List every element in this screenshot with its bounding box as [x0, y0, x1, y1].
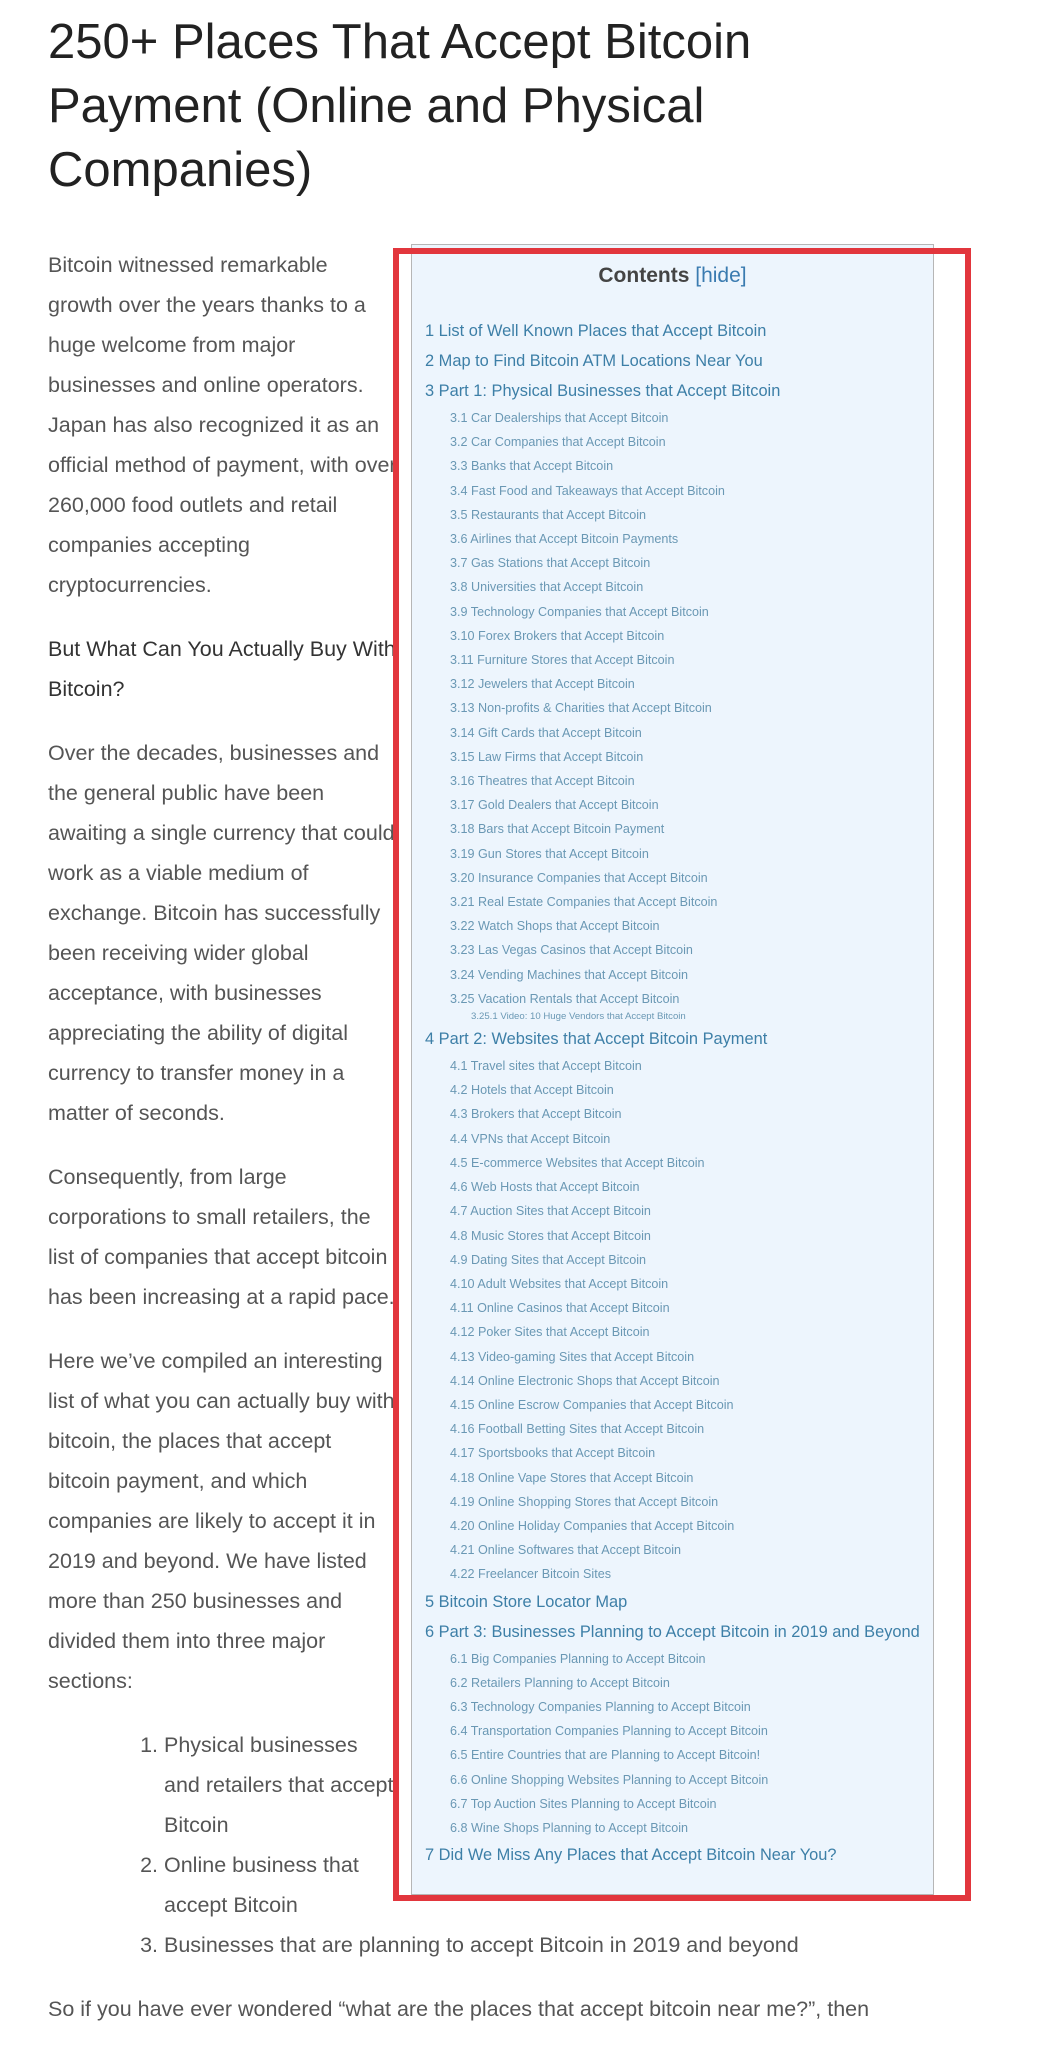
toc-item-level2[interactable]: 4.6 Web Hosts that Accept Bitcoin — [450, 1180, 640, 1195]
intro-paragraph: Bitcoin witnessed remarkable growth over the years thanks to a huge welcome from major businesses and online operators. Japan has also recognized it as an official method of payment, with over 260,000 food outlets and retail companies accepting cryptocurrencies. — [48, 253, 397, 597]
paragraph: Here we’ve compiled an interesting list of what you can actually buy with bitcoin, the places that accept bitcoin payment, and which companies are likely to accept it in 2019 and beyond. We have listed more than 250 businesses and divided them into three major sections: — [48, 1349, 395, 1693]
toc-title: Contents — [598, 264, 690, 287]
toc-item-level2[interactable]: 3.13 Non-profits & Charities that Accept Bitcoin — [450, 701, 712, 716]
paragraph: Over the decades, businesses and the general public have been awaiting a single currency that could work as a viable medium of exchange. Bitcoin has successfully been receiving wider global acceptance, with businesses appreciating the ability of digital currency to transfer money in a matter of seconds. — [48, 741, 395, 1125]
toc-item-level1[interactable]: 5 Bitcoin Store Locator Map — [425, 1592, 628, 1611]
toc-item-level2[interactable]: 4.17 Sportsbooks that Accept Bitcoin — [450, 1446, 656, 1461]
toc-item-level2[interactable]: 4.2 Hotels that Accept Bitcoin — [450, 1083, 614, 1098]
toc-item-level2[interactable]: 4.3 Brokers that Accept Bitcoin — [450, 1107, 622, 1122]
table-of-contents — [411, 244, 934, 1895]
toc-item-level2[interactable]: 6.3 Technology Companies Planning to Accept Bitcoin — [450, 1699, 751, 1714]
toc-item-level2[interactable]: 4.1 Travel sites that Accept Bitcoin — [450, 1059, 642, 1074]
toc-item-level2[interactable]: 6.4 Transportation Companies Planning to Accept Bitcoin — [450, 1724, 768, 1739]
toc-item-level2[interactable]: 3.21 Real Estate Companies that Accept Bitcoin — [450, 895, 718, 910]
toc-item-level2[interactable]: 3.8 Universities that Accept Bitcoin — [450, 580, 644, 595]
toc-item-level2[interactable]: 6.8 Wine Shops Planning to Accept Bitcoin — [450, 1820, 689, 1835]
toc-header — [425, 264, 933, 300]
toc-item-level2[interactable]: 4.10 Adult Websites that Accept Bitcoin — [450, 1276, 669, 1291]
toc-item-level2[interactable]: 3.7 Gas Stations that Accept Bitcoin — [450, 556, 651, 571]
list-item: 2. Online business that accept Bitcoin — [164, 1845, 394, 1925]
toc-item-level2[interactable]: 3.11 Furniture Stores that Accept Bitcoin — [450, 653, 675, 668]
toc-item-level2[interactable]: 4.18 Online Vape Stores that Accept Bitcoin — [450, 1470, 694, 1485]
toc-item-level2[interactable]: 4.15 Online Escrow Companies that Accept Bitcoin — [450, 1397, 734, 1412]
toc-item-level2[interactable]: 4.14 Online Electronic Shops that Accept Bitcoin — [450, 1373, 720, 1388]
list-item: 3. Businesses that are planning to accept Bitcoin in 2019 and beyond — [164, 1925, 984, 1965]
toc-item-level2[interactable]: 3.17 Gold Dealers that Accept Bitcoin — [450, 798, 659, 813]
toc-item-level2[interactable]: 6.2 Retailers Planning to Accept Bitcoin — [450, 1675, 670, 1690]
toc-item-level2[interactable]: 4.8 Music Stores that Accept Bitcoin — [450, 1228, 651, 1243]
toc-item-level2[interactable]: 3.23 Las Vegas Casinos that Accept Bitcoin — [450, 943, 693, 958]
toc-item-level2[interactable]: 3.1 Car Dealerships that Accept Bitcoin — [450, 411, 669, 425]
toc-item-level2[interactable]: 4.21 Online Softwares that Accept Bitcoin — [450, 1543, 682, 1558]
toc-item-level2[interactable]: 3.10 Forex Brokers that Accept Bitcoin — [450, 628, 665, 643]
toc-item-level2[interactable]: 3.9 Technology Companies that Accept Bitcoin — [450, 604, 709, 619]
toc-item-level2[interactable]: 3.20 Insurance Companies that Accept Bitcoin — [450, 870, 708, 885]
paragraph: Consequently, from large corporations to small retailers, the list of companies that accept bitcoin has been increasing at a rapid pace. — [48, 1165, 395, 1309]
toc-item-level2[interactable]: 3.3 Banks that Accept Bitcoin — [450, 459, 614, 474]
toc-item-level2[interactable]: 3.24 Vending Machines that Accept Bitcoin — [450, 967, 689, 982]
toc-item-level2[interactable]: 4.9 Dating Sites that Accept Bitcoin — [450, 1252, 647, 1267]
toc-item-level1[interactable]: 4 Part 2: Websites that Accept Bitcoin Payment — [425, 1030, 768, 1049]
toc-item-level2[interactable]: 4.16 Football Betting Sites that Accept Bitcoin — [450, 1422, 705, 1437]
toc-item-level2[interactable]: 3.2 Car Companies that Accept Bitcoin — [450, 435, 666, 450]
toc-hide-link[interactable]: [hide] — [695, 264, 747, 287]
toc-item-level1[interactable]: 6 Part 3: Businesses Planning to Accept Bitcoin in 2019 and Beyond — [425, 1622, 920, 1641]
toc-item-level2[interactable]: 4.19 Online Shopping Stores that Accept Bitcoin — [450, 1494, 719, 1509]
toc-item-level2[interactable]: 4.22 Freelancer Bitcoin Sites — [450, 1567, 612, 1582]
toc-item-level2[interactable]: 3.18 Bars that Accept Bitcoin Payment — [450, 822, 665, 837]
toc-item-level2[interactable]: 4.7 Auction Sites that Accept Bitcoin — [450, 1204, 651, 1219]
toc-item-level2[interactable]: 4.20 Online Holiday Companies that Accept Bitcoin — [450, 1518, 735, 1533]
toc-item-level2[interactable]: 3.6 Airlines that Accept Bitcoin Payments — [450, 532, 679, 547]
toc-item-level2[interactable]: 6.7 Top Auction Sites Planning to Accept Bitcoin — [450, 1796, 717, 1811]
toc-item-level2[interactable]: 6.1 Big Companies Planning to Accept Bitcoin — [450, 1651, 706, 1666]
toc-item-level2[interactable]: 3.14 Gift Cards that Accept Bitcoin — [450, 725, 642, 740]
toc-item-level1[interactable]: 3 Part 1: Physical Businesses that Accept Bitcoin — [425, 382, 781, 400]
list-item: 1. Physical businesses and retailers that accept Bitcoin — [164, 1725, 394, 1845]
toc-list — [425, 316, 933, 1870]
toc-item-level3[interactable]: 3.25.1 Video: 10 Huge Vendors that Accept Bitcoin — [471, 1011, 686, 1023]
toc-item-level2[interactable]: 6.5 Entire Countries that are Planning to Accept Bitcoin! — [450, 1748, 761, 1763]
toc-item-level2[interactable]: 6.6 Online Shopping Websites Planning to Accept Bitcoin — [450, 1772, 769, 1787]
toc-item-level2[interactable]: 3.12 Jewelers that Accept Bitcoin — [450, 677, 635, 692]
toc-item-level2[interactable]: 4.12 Poker Sites that Accept Bitcoin — [450, 1325, 650, 1340]
toc-item-level2[interactable]: 3.25 Vacation Rentals that Accept Bitcoin — [450, 991, 680, 1006]
toc-item-level2[interactable]: 3.5 Restaurants that Accept Bitcoin — [450, 507, 647, 522]
toc-item-level2[interactable]: 4.5 E-commerce Websites that Accept Bitcoin — [450, 1155, 705, 1170]
toc-item-level1[interactable]: 2 Map to Find Bitcoin ATM Locations Near You — [425, 352, 763, 370]
toc-item-level2[interactable]: 4.13 Video-gaming Sites that Accept Bitcoin — [450, 1349, 695, 1364]
paragraph: So if you have ever wondered “what are the places that accept bitcoin near me?”, then — [48, 1997, 870, 2021]
toc-item-level2[interactable]: 4.11 Online Casinos that Accept Bitcoin — [450, 1301, 670, 1316]
toc-item-level2[interactable]: 3.16 Theatres that Accept Bitcoin — [450, 774, 635, 789]
toc-item-level2[interactable]: 3.15 Law Firms that Accept Bitcoin — [450, 749, 644, 764]
toc-item-level2[interactable]: 4.4 VPNs that Accept Bitcoin — [450, 1131, 611, 1146]
toc-item-level1[interactable]: 7 Did We Miss Any Places that Accept Bitcoin Near You? — [425, 1846, 837, 1865]
section-heading: But What Can You Actually Buy With Bitcoin? — [48, 637, 396, 701]
toc-item-level2[interactable]: 3.4 Fast Food and Takeaways that Accept Bitcoin — [450, 483, 725, 498]
toc-item-level2[interactable]: 3.19 Gun Stores that Accept Bitcoin — [450, 846, 649, 861]
page-title: 250+ Places That Accept Bitcoin Payment (Online and Physical Companies) — [48, 15, 752, 197]
toc-item-level1[interactable]: 1 List of Well Known Places that Accept Bitcoin — [425, 322, 767, 340]
toc-item-level2[interactable]: 3.22 Watch Shops that Accept Bitcoin — [450, 919, 660, 934]
